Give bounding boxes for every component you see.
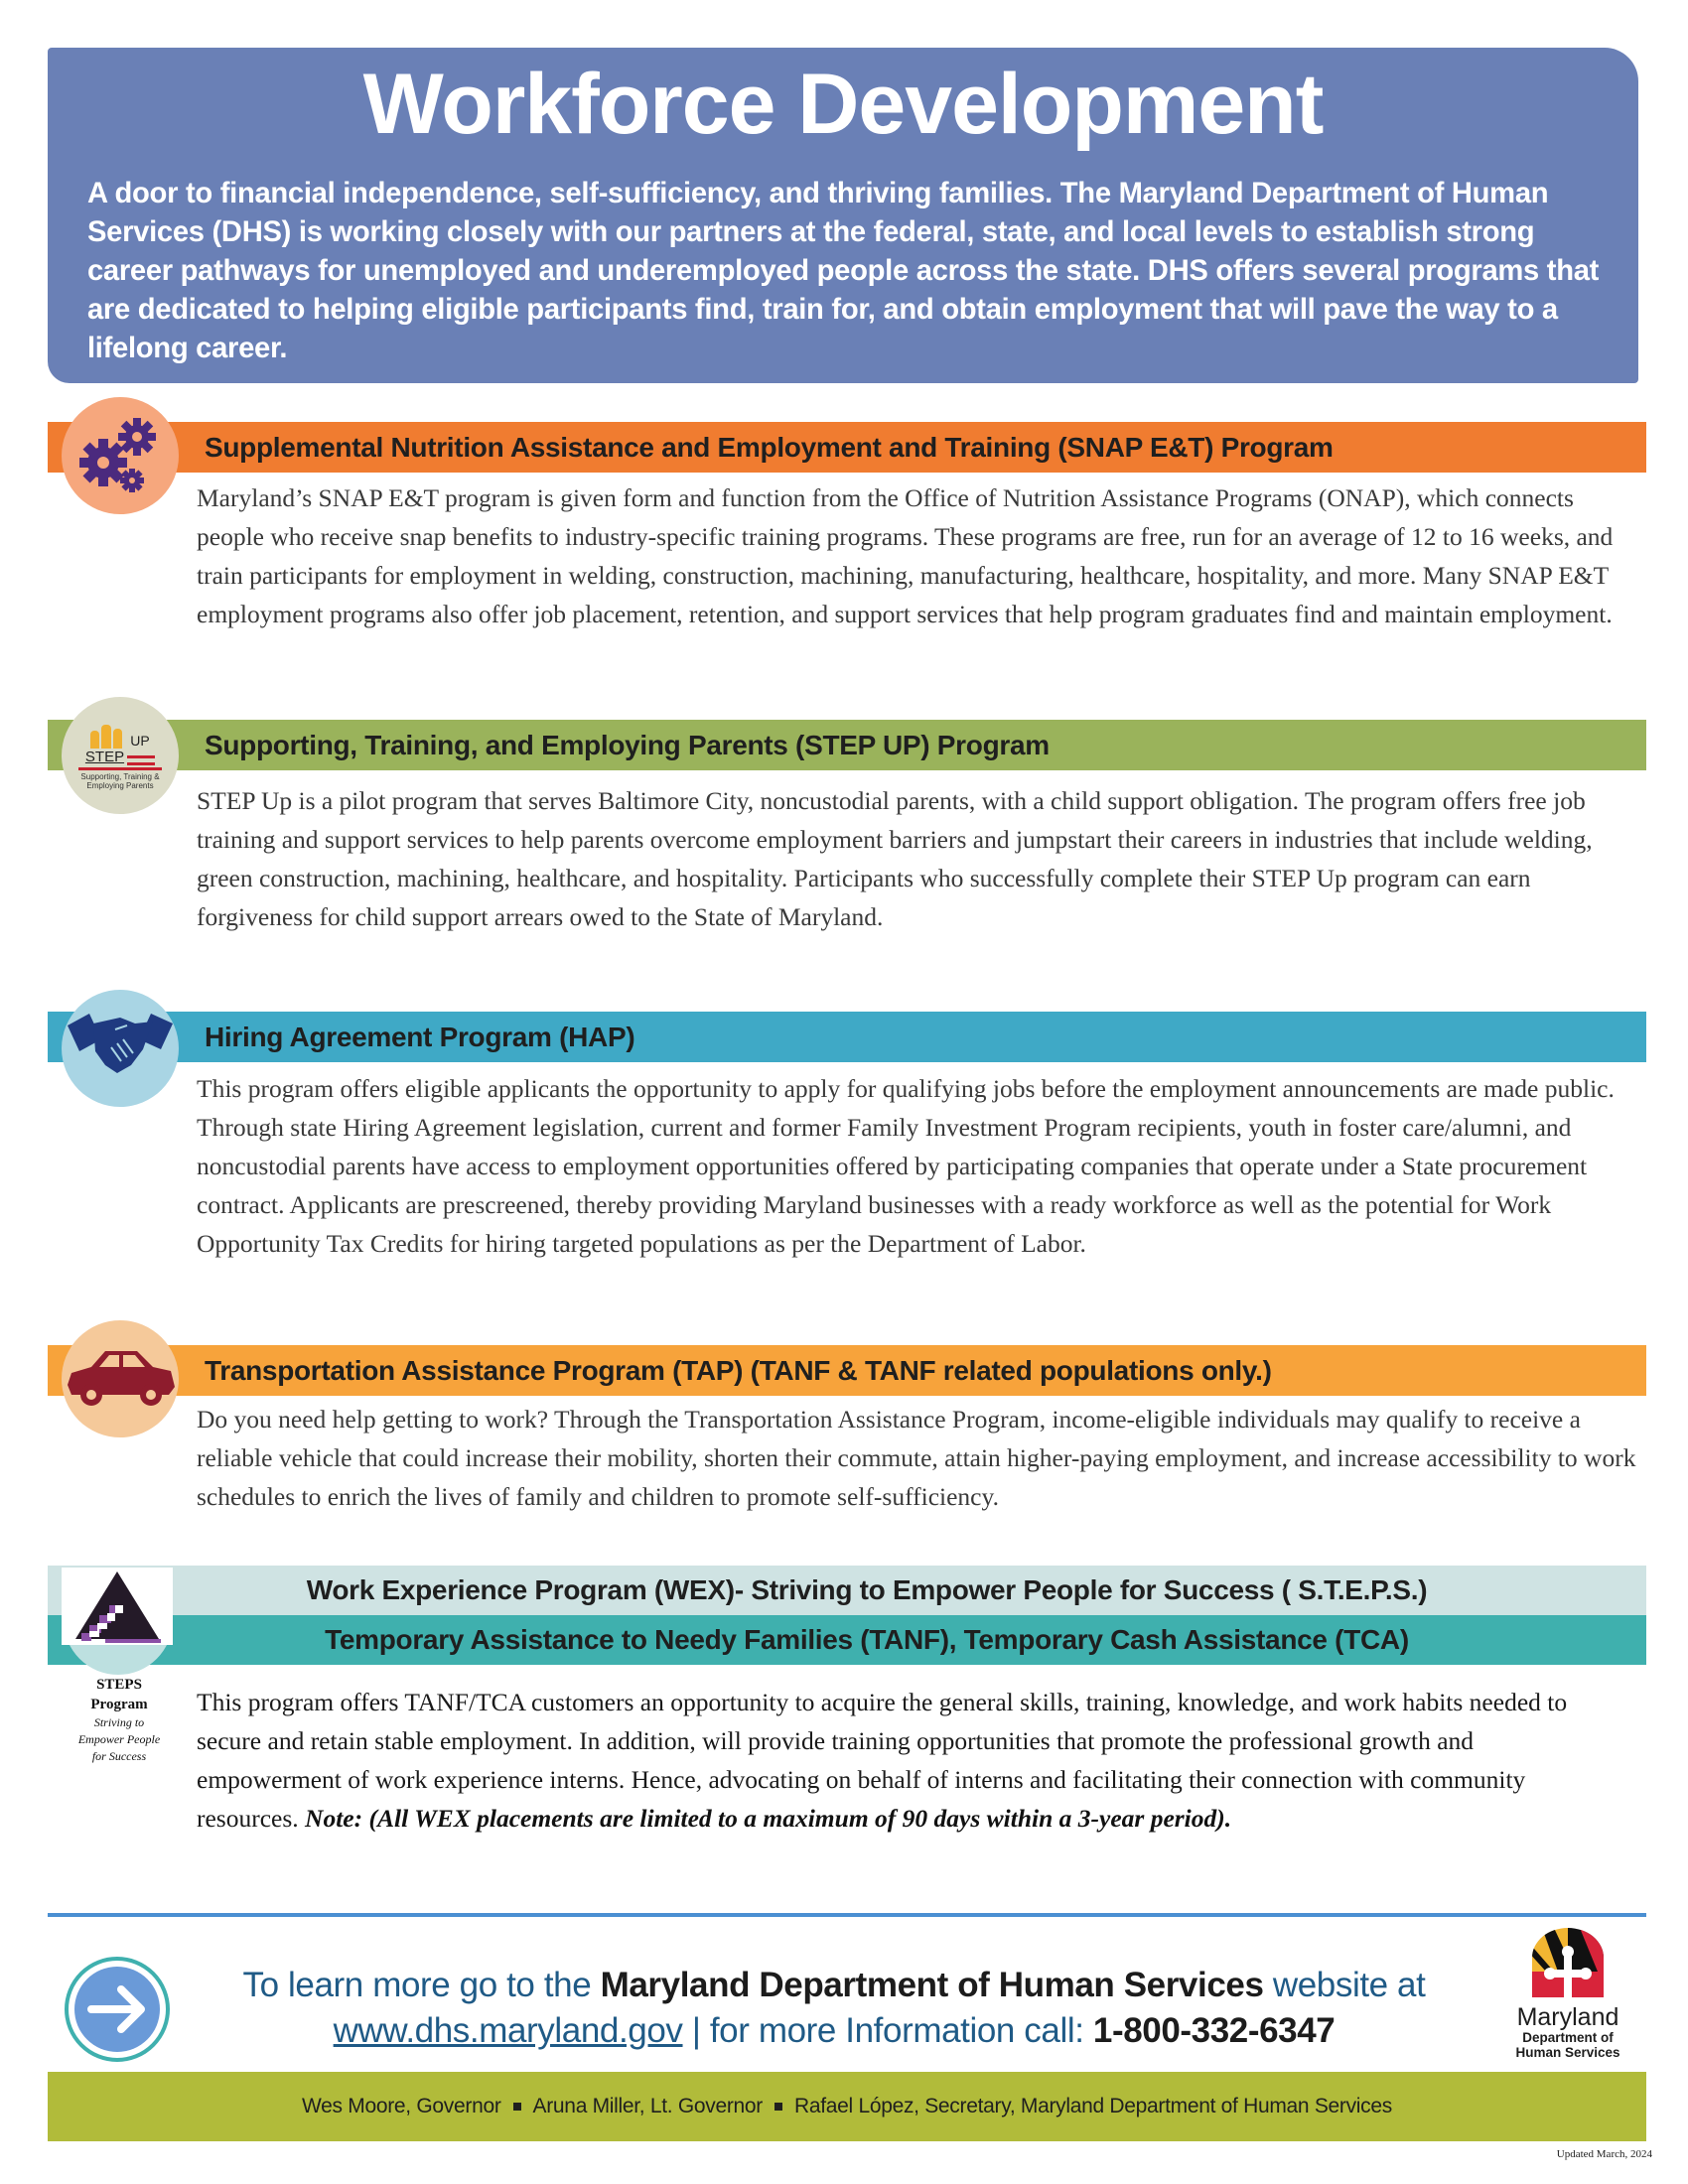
steps-program: Program (90, 1697, 148, 1712)
bullet-separator (774, 2103, 782, 2111)
steps-tagline: Empower People (77, 1732, 161, 1746)
steps-tagline: for Success (91, 1749, 147, 1763)
steps-name: STEPS (96, 1677, 142, 1693)
section-header-bar (48, 1012, 1646, 1062)
section-body: Maryland’s SNAP E&T program is given form and function from the Office of Nutrition Assistance Programs (ONAP), which connects people who receive snap benefits to industry-specific training programs. These programs are free, run for an average of 12 to 16 weeks, and train participants for employment in welding, construction, machining, manufacturing, healthcare, hospitality, and more. Many SNAP E&T employment programs also offer job placement, retention, and support services that help program graduates find and maintain employment. (197, 483, 1614, 628)
section-body: This program offers eligible applicants the opportunity to apply for qualifying jobs before the employment announcements are made public. Through state Hiring Agreement legislation, current and former Family Investment Program recipients, youth in foster care/alumni, and noncustodial parents have access to employment opportunities offered by participating companies that operate under a State procurement contract. Applicants are prescreened, thereby providing Maryland businesses with a ready workforce as well as the potential for Work Opportunity Tax Credits for hiring targeted populations as per the Department of Labor. (197, 1074, 1615, 1258)
section-hap (48, 990, 1646, 1317)
section-subtitle: Temporary Assistance to Needy Families (TANF), Temporary Cash Assistance (TCA) (325, 1624, 1409, 1655)
section-header-bar (48, 1345, 1646, 1396)
section-title: Work Experience Program (WEX)- Striving to Empower People for Success ( S.T.E.P.S.) (306, 1574, 1428, 1605)
cta-org: Maryland Department of Human Services (600, 1966, 1264, 2004)
bullet-separator (513, 2103, 521, 2111)
officials-bar (48, 2072, 1646, 2141)
section-stepup (48, 697, 1646, 985)
logo-dept: Human Services (1515, 2045, 1620, 2060)
logo-dept: Department of (1522, 2030, 1614, 2045)
steps-logo-caption (48, 1675, 191, 1765)
arrow-right-circle-icon[interactable] (64, 1956, 171, 2063)
step-up-logo-icon (62, 697, 179, 814)
section-title: Supporting, Training, and Employing Parents (STEP UP) Program (205, 730, 1050, 760)
cta-suffix: website at (1263, 1966, 1426, 2004)
logo-state: Maryland (1516, 2003, 1619, 2031)
section-body: Do you need help getting to work? Through the Transportation Assistance Program, income-eligible individuals may qualify to receive a reliable vehicle that could increase their mobility, shorten their commute, attain higher-paying employment, and increase accessibility to work schedules to enrich the lives of family and children to promote self-sufficiency. (197, 1405, 1636, 1511)
section-wex (48, 1566, 1646, 1903)
handshake-icon (62, 990, 179, 1107)
step-up-caption: Supporting, Training & (80, 772, 160, 781)
car-icon (62, 1320, 179, 1437)
official-secretary: Rafael López, Secretary, Maryland Department of Human Services (794, 2095, 1392, 2117)
step-up-caption: Employing Parents (86, 781, 154, 790)
steps-tagline: Striving to (93, 1715, 145, 1729)
official-lt-governor: Aruna Miller, Lt. Governor (532, 2095, 763, 2117)
section-title: Transportation Assistance Program (TAP) (TANF & TANF related populations only.) (205, 1355, 1272, 1386)
section-title: Hiring Agreement Program (HAP) (205, 1022, 635, 1052)
section-body (197, 1683, 1607, 1838)
official-governor: Wes Moore, Governor (302, 2095, 501, 2117)
page-title: Workforce Development (362, 57, 1324, 152)
maryland-flag-icon (1528, 1928, 1608, 1997)
section-snap (48, 397, 1646, 695)
step-up-up-label: UP (130, 733, 150, 749)
phone-number[interactable]: 1-800-332-6347 (1092, 2011, 1336, 2050)
cta-line-1 (179, 1966, 1489, 2005)
call-label: for more Information call: (709, 2011, 1093, 2050)
section-header-bar (48, 720, 1646, 770)
section-body: STEP Up is a pilot program that serves Baltimore City, noncustodial parents, with a child support obligation. The program offers free job training and support services to help parents overcome employment barriers and jumpstart their careers in industries that include welding, green construction, machining, healthcare, and hospitality. Participants who successfully complete their STEP Up program can earn forgiveness for child support arrears owed to the State of Maryland. (197, 786, 1593, 931)
updated-date: Updated March, 2024 (1556, 2148, 1652, 2160)
hero-intro: A door to financial independence, self-sufficiency, and thriving families. The Maryland Department of Human Services (DHS) is working closely with our partners at the federal, state, and local levels to establish strong career pathways for unemployed and underemployed people across the state. DHS offers several programs that are dedicated to helping eligible participants find, train for, and obtain employment that will pave the way to a lifelong career. (87, 178, 1600, 364)
website-link[interactable]: www.dhs.maryland.gov (333, 2011, 683, 2050)
section-header-bar-secondary (48, 1615, 1646, 1665)
section-body-text: This program offers TANF/TCA customers an opportunity to acquire the general skills, training, knowledge, and work habits needed to secure and retain stable employment. In addition, will provide training opportunities that promote the professional growth and empowerment of work experience interns. Hence, advocating on behalf of interns and facilitating their connection with community resources. (197, 1688, 1568, 1833)
dhs-logo (1493, 1928, 1642, 2067)
steps-pyramid-icon (62, 1568, 173, 1645)
section-header-bar (48, 422, 1646, 473)
cta-prefix: To learn more go to the (242, 1966, 601, 2004)
section-tap (48, 1320, 1646, 1539)
section-header-bar-primary (48, 1566, 1646, 1615)
section-title: Supplemental Nutrition Assistance and Employment and Training (SNAP E&T) Program (205, 432, 1334, 463)
hero-banner (48, 48, 1638, 383)
footer-divider (48, 1913, 1646, 1917)
section-note: Note: (All WEX placements are limited to a maximum of 90 days within a 3-year period). (305, 1804, 1232, 1833)
cta-divider: | (682, 2011, 710, 2050)
step-up-step-label: STEP (84, 749, 125, 765)
gears-icon (62, 397, 179, 514)
cta-line-2 (179, 2011, 1489, 2051)
